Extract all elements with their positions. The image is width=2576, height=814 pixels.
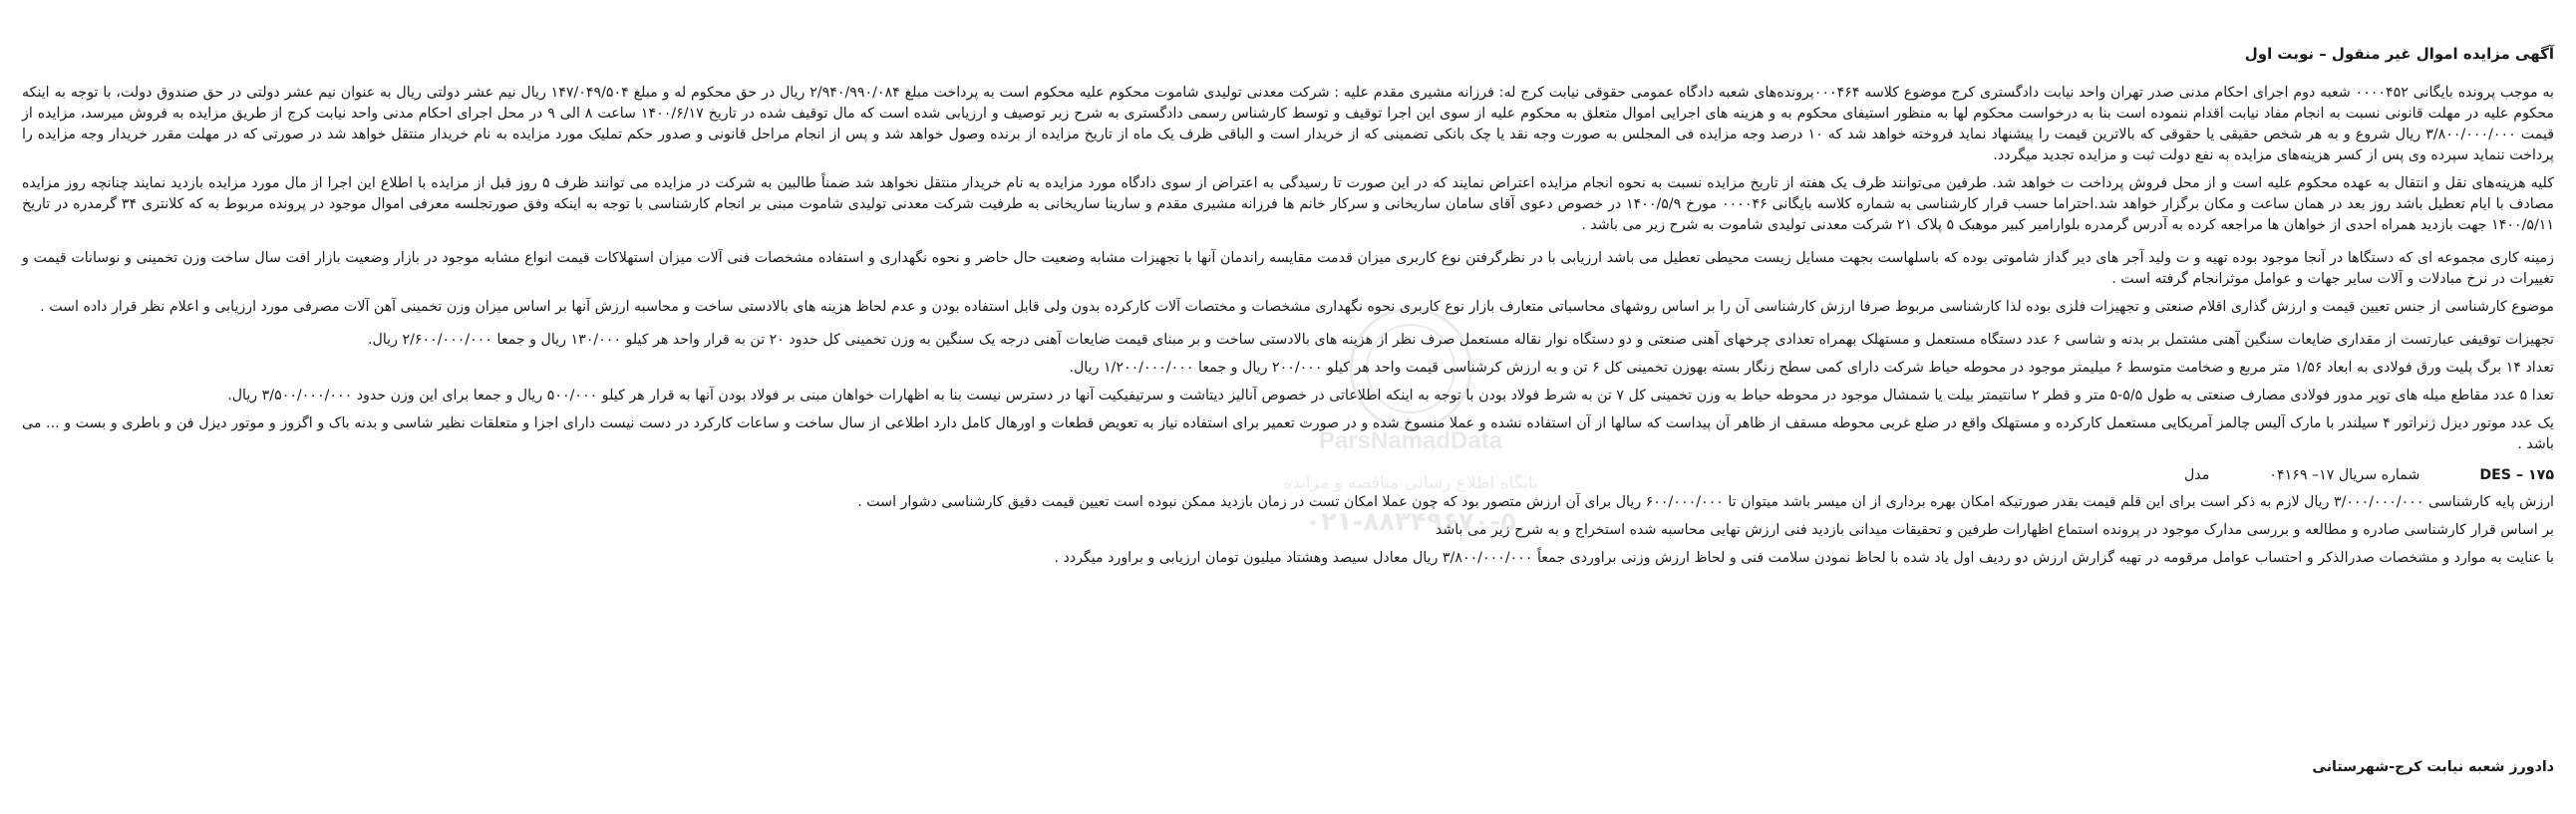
paragraph-expert-scope: موضوع کارشناسی از جنس تعیین قیمت و ارزش گذاری اقلام صنعتی و تجهیزات فلزی بوده لذا کارشناسی مربوط صرفا ارزش کارشناسی آن را بر اساس روشهای محاسباتی متعارف بازار نوع کاربری نحوه نگهداری مشخصات و مختصات آلات کارکرده بدون ولی قابل استفاده بودن و عدم لحاظ هزینه های بالادستی ساخت و محاسبه ارزش آنها بر اساس میزان وزن تخمینی آهن آلات مصرفی مورد ارزیابی و اعلام نظر قرار داده است . <box>40 299 2554 315</box>
serial-number: شماره سریال ۱۷– ۰۴۱۶۹ <box>2269 467 2420 483</box>
paragraph-seized-scrap: تجهیزات توقیفی عبارتست از مقداری ضایعات سنگین آهنی مشتمل بر بدنه و شاسی ۶ عدد دستگاه مستعمل و مستهلک بهمراه تعدادی چرخهای آهنی صنعتی و دو دستگاه نوار نقاله مستعمل صرف نظر از هزینه های بالادستی ساخت و بر مبنای قیمت ضایعات آهنی درجه یک سنگین به وزن تخمینی کل حدود ۲۰ تن به قرار واحد هر کیلو ۱۳۰/۰۰۰ ریال و جمعا ۲/۶۰۰/۰۰۰/۰۰۰ ریال. <box>368 332 2554 348</box>
signature-line: دادورز شعبه نیابت کرج-شهرستانی <box>2312 759 2554 775</box>
model-label: مدل <box>2184 467 2210 483</box>
watermark-site: ParsNamadData <box>1318 427 1503 454</box>
watermark-caption: پایگاه اطلاع رسانی مناقصه و مزایده <box>1283 473 1538 493</box>
paragraph-assessment-basis: بر اساس قرار کارشناسی صادره و مطالعه و بررسی مدارک موجود در پرونده استماع اظهارات طرفین و تحقیقات میدانی بازدید فنی ارزش نهایی محاسبه شده استخراج و به شرح زیر می باشد <box>1435 522 2554 538</box>
paragraph-intro: به موجب پرونده بایگانی ۰۰۰۰۴۵۲ شعبه دوم اجرای احکام مدنی صدر تهران واحد نیابت دادگستری کرج موضوع کلاسه ۰۰۰۴۶۴پرونده‌های شعبه دادگاه عمومی حقوقی نیابت کرج له: فرزانه مشیری مقدم علیه : شرکت معدنی تولیدی شاموت محکوم علیه محکوم است به پرداخت مبلغ ۲/۹۴۰/۹۹۰/۰۸۴ ریال در حق محکوم له و مبلغ ۱۴۷/۰۴۹/۵۰۴ ریال نیم عشر دولتی ریال به عنوان نیم عشر دولتی در حق صندوق دولت، با توجه به اینکه محکوم علیه در مهلت قانونی نسبت به انجام مفاد نیابت اقدام ننموده است بنا به درخواست محکوم لها به منظور استیفای محکوم به و هزینه های اجرایی اموال متعلق به محکوم علیه از سوی این اجرا توقیف و توسط کارشناس رسمی دادگستری به شرح زیر توصیف و ارزیابی شده است که مال توقیف شده در تاریخ ۱۴۰۰/۶/۱۷ ساعت ۸ الی ۹ در محل اجرای احکام مدنی واحد نیابت کرج از طریق مزایده به فروش میرسد، مزایده از قیمت ۳/۸۰۰/۰۰۰/۰۰۰ ریال شروع و به هر شخص حقیقی یا حقوقی که بالاترین قیمت را پیشنهاد نماید فروخته خواهد شد که ۱۰ درصد وجه مزایده فی المجلس به صورت وجه نقد یا چک بانکی تضمینی که از خریدار است و الباقی ظرف یک ماه از تاریخ مزایده از برنده وصول خواهد شد و پس از انجام مراحل قانونی و صدور حکم تملیک مورد مزایده به نام خریدار منتقل خواهد شد در صورتی که در مهلت مقرر خریدار وجه مزایده را پرداخت ننماید سپرده وی پس از کسر هزینه‌های مزایده به نفع دولت ثبت و مزایده تجدید میگردد. <box>22 85 2554 163</box>
paragraph-base-value: ارزش پایه کارشناسی ۳/۰۰۰/۰۰۰/۰۰۰ ریال لازم به ذکر است برای این قلم قیمت بقدر صورتیکه امکان بهره برداری از ان میسر باشد میتوان تا ۶۰۰/۰۰۰/۰۰۰ ریال برای آن ارزش متصور بود که چون عملا امکان تست در زمان بازدید ممکن نبوده است تعیین قیمت دقیق کارشناسی دشوار است . <box>857 494 2554 510</box>
paragraph-work-context: زمینه کاری مجموعه ای که دستگاها در آنجا موجود بوده تهیه و ت ولید آجر های دیر گداز شاموتی بوده که باسلهاست بجهت مسایل زیست محیطی تعطیل می باشد ارزیابی با در نظرگرفتن نوع کاربری میزان قدمت مقایسه راندمان آنها با تجهیزات مشابه وضعیت حال حاضر و نحوه نگهداری و استفاده مشخصات فنی آلات میزان استهلاکات قیمت انواع مشابه موجود در بازار وضعیت بازار افت سال ساخت وزن تخمینی و نوسانات قیمت و تغییرات در نرخ مبادلات و آلات سایر جهات و عوامل موثرانجام گرفته است . <box>22 250 2554 287</box>
paragraph-costs-objection: کلیه هزینه‌های نقل و انتقال به عهده محکوم علیه است و از محل فروش پرداخت ت خواهد شد. طرفین می‌توانند ظرف یک هفته از تاریخ مزایده نسبت به نحوه انجام مزایده اعتراض نمایند که در این صورت تا رسیدگی به اعتراض از سوی دادگاه مورد مزایده به نام خریدار منتقل نخواهد شد ضمناً طالبین به شرکت در مزایده می توانند ظرف ۵ روز قبل از مزایده با اطلاع این اجرا از مال مورد مزایده بازدید نمایند چنانچه روز مزایده مصادف با ایام تعطیل باشد روز بعد در همان ساعت و مکان برگزار خواهد شد.احتراما حسب قرار کارشناسی به شماره کلاسه بایگانی ۰۰۰۰۴۶ مورخ ۱۴۰۰/۵/۹ در خصوص دعوی آقای سامان ساریخانی و سرکار خانم ها فرزانه مشیری مقدم و سارینا ساریخانی به طرفیت شرکت معدنی تولیدی شاموت مبنی بر انجام کارشناسی با توجه به اینکه وفق صورتجلسه معرفی اموال موجود در پرونده مربوط به که کلانتری ۳۴ گرمدره در تاریخ ۱۴۰۰/۵/۱۱ جهت بازدید همراه احدی از خواهان ها مراجعه کرده به آدرس گرمدره بلوارامیر کبیر موهبک ۵ پلاک ۲۱ شرکت معدنی تولیدی شاموت به شرح زیر می باشد . <box>22 175 2554 233</box>
generator-model-line <box>22 465 2554 486</box>
notice-body <box>22 44 2554 576</box>
model-code: ۱۷۵ – DES <box>2479 467 2554 483</box>
paragraph-steel-plates: تعداد ۱۴ برگ پلیت ورق فولادی به ابعاد ۱/۵۶ متر مربع و ضخامت متوسط ۶ میلیمتر موجود در محوطه حیاط شرکت دارای کمی سطح زنگار بسته بهوزن تخمینی کل ۶ تن و به ارزش کرشناسی قیمت واحد هر کیلو ۲۰۰/۰۰۰ ریال و جمعا ۱/۲۰۰/۰۰۰/۰۰۰ ریال. <box>1069 360 2554 376</box>
notice-title: آگهی مزایده اموال غیر منقول – نوبت اول <box>2244 45 2554 63</box>
paragraph-final-valuation: با عنایت به موارد و مشخصات صدرالذکر و احتساب عوامل مرقومه در تهیه گزارش ارزش دو ردیف اول یاد شده با لحاظ نمودن سلامت فنی و لحاظ ارزش وزنی براوردی جمعاً ۳/۸۰۰/۰۰۰/۰۰۰ ریال معادل سیصد وهشتاد میلیون تومان ارزیابی و براورد میگردد . <box>1054 550 2554 566</box>
paragraph-steel-bars: تعدا ۵ عدد مقاطع میله های توپر مدور فولادی مصارف صنعتی به طول ۵/۵-۵ متر و قطر ۲ سانتیمتر بیلت یا شمشال موجود در محوطه حیاط به وزن تخمینی کل ۷ تن به شرط فولاد بودن با توجه به اینکه اطلاعاتی در خصوص آنالیز دیتاشت و سرتیفیکیت آنها در دسترس نیست بنا به اظهارات خواهان مبنی بر فولاد بودن آنها به قرار هر کیلو ۵۰۰/۰۰۰ ریال و جمعا برای این وزن حدود ۳/۵۰۰/۰۰۰/۰۰۰ ریال. <box>227 388 2554 404</box>
paragraph-diesel-generator: یک عدد موتور دیزل ژنراتور ۴ سیلندر با مارک آلیس چالمز آمریکایی مستعمل کارکرده و مستهلک واقع در ضلع غربی محوطه مسقف از ظاهر آن پیداست که سالها از آن استفاده نشده و عملا منسوخ شده و در صورت تعمیر برای استفاده نیاز به تعویض قطعات و اورهال کامل دارد اطلاعی از سال ساخت و ساعات کارکرد در دست نیست دارای اجزا و متعلقات نظیر شاسی و بدنه باک و اگزوز و موتور دیزل فن و باطری و بست و ... می باشد . <box>22 415 2555 452</box>
watermark-phone: ۰۲۱-۸۸۳۴۹۶۷۰-۵ <box>1304 507 1517 537</box>
